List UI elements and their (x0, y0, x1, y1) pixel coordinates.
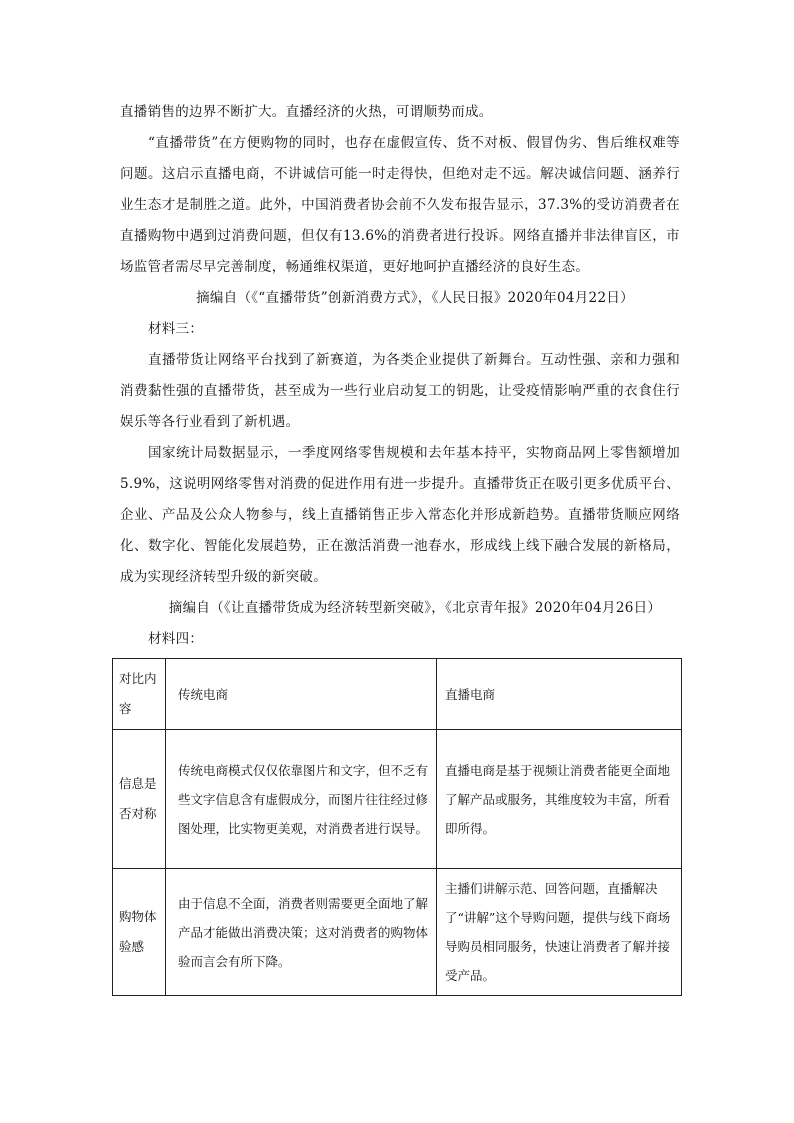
table-cell: 信息是否对称 (113, 730, 166, 869)
heading-material3: 材料三： (148, 321, 204, 337)
table-cell: 购物体验感 (113, 869, 166, 996)
table-cell: 主播们讲解示范、回答问题，直播解决了“讲解”这个导购问题，提供与线下商场导购员相同服务，快速让消费者了解并接受产品。 (437, 869, 682, 996)
table-header-cell: 传统电商 (166, 659, 437, 730)
table-cell: 由于信息不全面，消费者则需要更全面地了解产品才能做出消费决策；这对消费者的购物体验而言会有所下降。 (166, 869, 437, 996)
source-citation-2: 摘编自（《让直播带货成为经济转型新突破》，《北京青年报》2020年04月26日） (168, 600, 662, 616)
table-cell: 直播电商是基于视频让消费者能更全面地了解产品或服务，其维度较为丰富，所看即所得。 (437, 730, 682, 869)
table-row (113, 869, 682, 996)
table-header-row (113, 659, 682, 730)
table-header-cell: 直播电商 (437, 659, 682, 730)
table-row (113, 730, 682, 869)
paragraph-material3-b: 国家统计局数据显示，一季度网络零售规模和去年基本持平，实物商品网上零售额增加5.9%，这说明网络零售对消费的促进作用有进一步提升。直播带货正在吸引更多优质平台、企业、产品及公众人物参与，线上直播销售正步入常态化并形成新趋势。直播带货顺应网络化、数字化、智能化发展趋势，正在激活消费一池春水，形成线上线下融合发展的新格局，成为实现经济转型升级的新突破。 (120, 445, 680, 585)
paragraph-intro-end: 直播销售的边界不断扩大。直播经济的火热，可谓顺势而成。 (120, 104, 493, 120)
paragraph-material2: “直播带货”在方便购物的同时，也存在虚假宣传、货不对板、假冒伪劣、售后维权难等问题。这启示直播电商，不讲诚信可能一时走得快，但绝对走不远。解决诚信问题、涵养行业生态才是制胜之道。此外，中国消费者协会前不久发布报告显示，37.3%的受访消费者在直播购物中遇到过消费问题，但仅有13.6%的消费者进行投诉。网络直播并非法律盲区，市场监管者需尽早完善制度，畅通维权渠道，更好地呵护直播经济的良好生态。 (120, 135, 680, 275)
paragraph-material3-a: 直播带货让网络平台找到了新赛道，为各类企业提供了新舞台。互动性强、亲和力强和消费黏性强的直播带货，甚至成为一些行业启动复工的钥匙，让受疫情影响严重的衣食住行娱乐等各行业看到了新机遇。 (120, 352, 680, 430)
table-header-cell: 对比内容 (113, 659, 166, 730)
table-cell: 传统电商模式仅仅依靠图片和文字，但不乏有些文字信息含有虚假成分，而图片往往经过修图处理，比实物更美观，对消费者进行误导。 (166, 730, 437, 869)
heading-material4: 材料四： (148, 631, 204, 647)
source-citation-1: 摘编自（《“直播带货”创新消费方式》，《人民日报》2020年04月22日） (196, 290, 634, 306)
comparison-table (112, 658, 682, 996)
